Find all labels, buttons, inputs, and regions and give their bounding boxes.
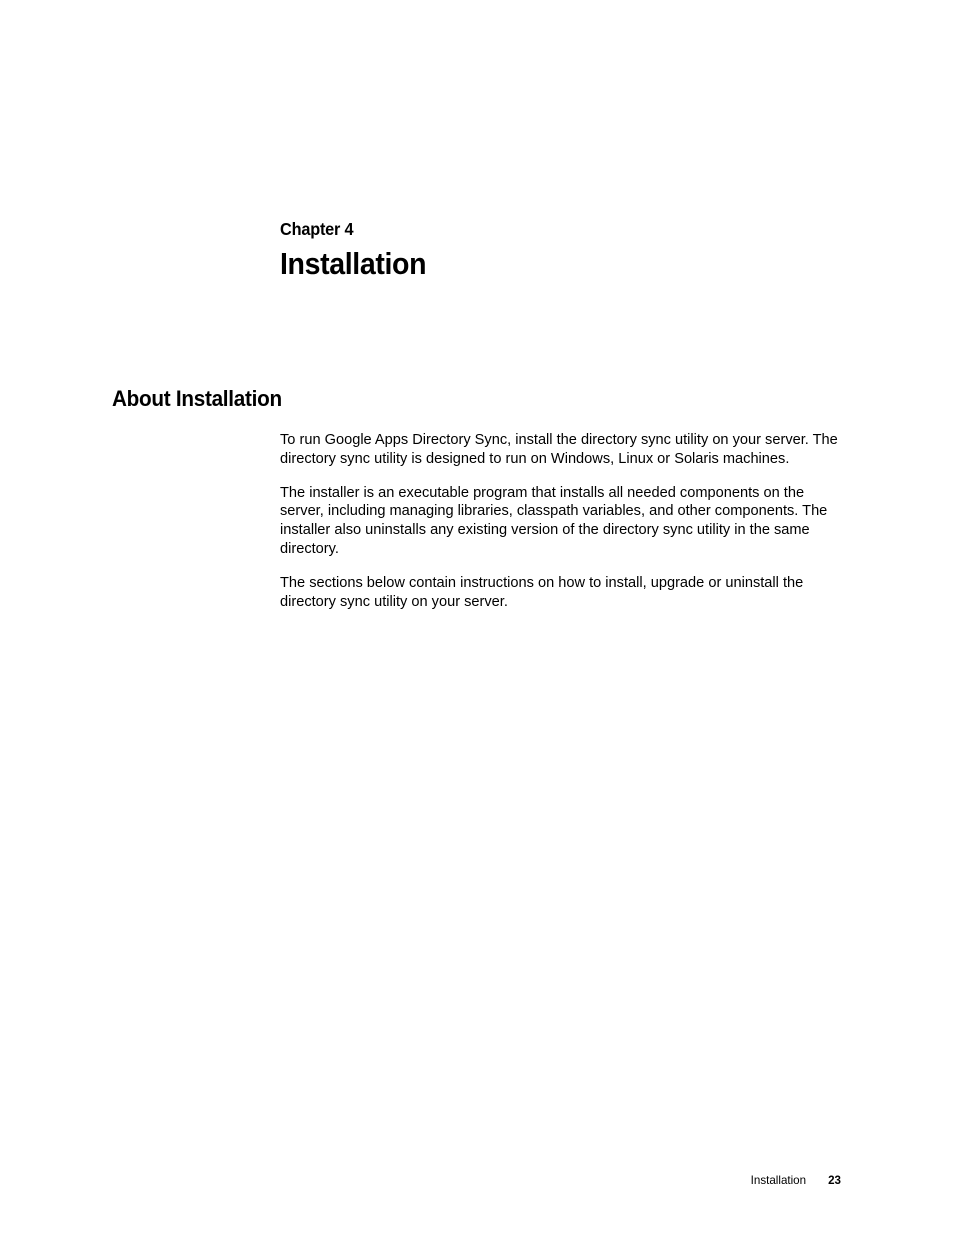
chapter-title: Installation (280, 246, 427, 281)
page-number: 23 (828, 1174, 841, 1187)
paragraph: The sections below contain instructions on how to install, upgrade or uninstall the directory sync utility on your server. (280, 574, 804, 610)
paragraph: The installer is an executable program that installs all needed components on the server, including managing libraries, classpath variables, and other components. The installer also uninstalls any existing version of the directory sync utility in the same directory. (280, 484, 828, 557)
footer-chapter-title: Installation (750, 1174, 807, 1187)
section-heading: About Installation (112, 386, 282, 411)
chapter-label: Chapter 4 (280, 219, 354, 239)
section-body (280, 431, 850, 626)
paragraph: To run Google Apps Directory Sync, install the directory sync utility on your server. The directory sync utility is designed to run on Windows, Linux or Solaris machines. (280, 432, 838, 467)
page-footer (751, 1174, 841, 1187)
